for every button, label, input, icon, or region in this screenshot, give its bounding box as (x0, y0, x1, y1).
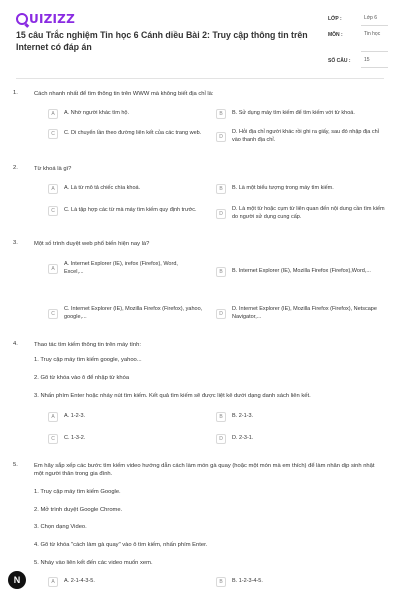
class-label: LỚP : (328, 16, 342, 22)
option-text: B. Internet Explorer (IE), Mozilla Firefox (Firefox),Word,... (232, 268, 371, 275)
option-text: C. Là tập hợp các từ mà máy tìm kiếm quy định trước. (64, 207, 197, 214)
answer-option[interactable] (48, 206, 208, 216)
step-line: 3. Nhấn phím Enter hoặc nháy nút tìm kiếm. Kết quả tìm kiếm sẽ được liệt kê dưới dạng danh sách liên kết. (34, 393, 311, 399)
option-letter-box: D (216, 434, 226, 444)
option-letter-box: D (216, 309, 226, 319)
option-letter-box: C (48, 434, 58, 444)
step-line: 3. Chọn dạng Video. (34, 524, 87, 530)
answer-option[interactable] (48, 306, 206, 321)
quiz-header (0, 0, 400, 80)
answer-option[interactable] (216, 412, 366, 422)
answer-option[interactable] (216, 306, 386, 321)
answer-option[interactable] (48, 129, 202, 139)
question-number: 3. (13, 240, 18, 246)
question-text: Em hãy sắp xếp các bước tìm kiếm video hướng dẫn cách làm món gà quay (hoặc một món mà em thích) để làm nhân dịp sinh nhật một người thân trong gia đình. (34, 463, 375, 477)
option-letter-box: C (48, 129, 58, 139)
option-text: B. Là một biểu tượng trong máy tìm kiếm. (232, 185, 334, 192)
option-letter-box: B (216, 267, 226, 277)
option-text: A. 2-1-4-3-5. (64, 578, 95, 585)
quiz-title: 15 câu Trắc nghiệm Tin học 6 Cánh diều Bài 2: Truy cập thông tin trên Internet có đáp án (16, 30, 308, 52)
answer-option[interactable] (216, 184, 386, 194)
question-count-value: 15 (361, 57, 388, 68)
option-text: B. 1-2-3-4-5. (232, 578, 263, 585)
step-line: 1. Truy cập máy tìm kiếm google, yahoo... (34, 357, 142, 363)
option-letter-box: D (216, 132, 226, 142)
question-number: 1. (13, 90, 18, 96)
option-letter-box: A (48, 412, 58, 422)
header-divider (16, 78, 384, 79)
step-line: 2. Mở trình duyệt Google Chrome. (34, 507, 123, 513)
option-letter-box: A (48, 264, 58, 274)
answer-option[interactable] (216, 129, 386, 144)
option-letter-box: C (48, 206, 58, 216)
step-line: 2. Gõ từ khóa vào ô để nhập từ khóa (34, 375, 130, 381)
option-text: C. Di chuyển lần theo đường liên kết của các trang web. (64, 130, 202, 137)
answer-option[interactable] (48, 109, 196, 119)
answer-option[interactable] (48, 184, 208, 194)
answer-option[interactable] (216, 577, 366, 587)
option-text: C. 1-3-2. (64, 435, 86, 442)
option-text: A. 1-2-3. (64, 413, 86, 420)
option-letter-box: A (48, 184, 58, 194)
option-text: A. Nhờ người khác tìm hộ. (64, 110, 130, 117)
step-line: 4. Gõ từ khóa "cách làm gà quay" vào ô tìm kiếm, nhấn phím Enter. (34, 542, 208, 548)
step-line: 1. Truy cập máy tìm kiếm Google. (34, 489, 121, 495)
question-text: Cách nhanh nhất để tìm thông tin trên WWW mà không biết địa chỉ là: (34, 91, 214, 97)
answer-option[interactable] (216, 434, 366, 444)
option-letter-box: D (216, 209, 226, 219)
answer-option[interactable] (48, 412, 198, 422)
option-text: D. Là một từ hoặc cụm từ liên quan đến nội dung cần tìm kiếm do người sử dụng cung cấp. (232, 206, 385, 220)
question-text: Từ khoá là gì? (34, 166, 72, 172)
subject-value: Tin học (361, 31, 388, 52)
step-line: 5. Nháy vào liên kết đến các video muốn xem. (34, 560, 153, 566)
option-text: D. 2-3-1. (232, 435, 254, 442)
option-text: B. Sử dụng máy tìm kiếm để tìm kiếm với từ khoá. (232, 110, 355, 117)
answer-option[interactable] (48, 434, 198, 444)
logo-q-icon (16, 13, 28, 25)
option-text: D. Internet Explorer (IE), Mozilla Firefox (Firefox), Netscape Navigator,... (232, 306, 377, 320)
answer-option[interactable] (48, 261, 198, 276)
question-number: 4. (13, 341, 18, 347)
question-number: 5. (13, 462, 18, 468)
logo-text: UIZIZZ (29, 12, 75, 26)
question-text: Một số trình duyệt web phổ biến hiện nay là? (34, 241, 150, 247)
option-letter-box: A (48, 577, 58, 587)
option-letter-box: B (216, 412, 226, 422)
option-text: D. Hỏi địa chỉ người khác rồi ghi ra giấy, sau đó nhập địa chỉ vào thanh địa chỉ. (232, 129, 379, 143)
answer-option[interactable] (48, 577, 198, 587)
question-count-label: SỐ CÂU : (328, 58, 351, 64)
option-text: A. Là từ mô tả chiếc chìa khoá. (64, 185, 141, 192)
option-text: B. 2-1-3. (232, 413, 254, 420)
answer-option[interactable] (216, 109, 386, 119)
answer-option[interactable] (216, 206, 386, 221)
option-text: C. Internet Explorer (IE), Mozilla Firefox (Firefox), yahoo, google,... (64, 306, 203, 320)
quizizz-logo[interactable] (16, 12, 75, 26)
quiz-meta (328, 12, 388, 70)
option-letter-box: A (48, 109, 58, 119)
option-letter-box: B (216, 577, 226, 587)
option-letter-box: B (216, 109, 226, 119)
question-number: 2. (13, 165, 18, 171)
option-text: A. Internet Explorer (IE), irefox (Firefox), Word, Excel,... (64, 261, 178, 275)
avatar[interactable]: N (8, 571, 26, 589)
answer-option[interactable] (216, 267, 376, 277)
subject-label: MÔN : (328, 32, 343, 38)
option-letter-box: C (48, 309, 58, 319)
class-value: Lớp 6 (361, 15, 388, 26)
question-text: Thao tác tìm kiếm thông tin trên máy tính: (34, 342, 141, 348)
option-letter-box: B (216, 184, 226, 194)
